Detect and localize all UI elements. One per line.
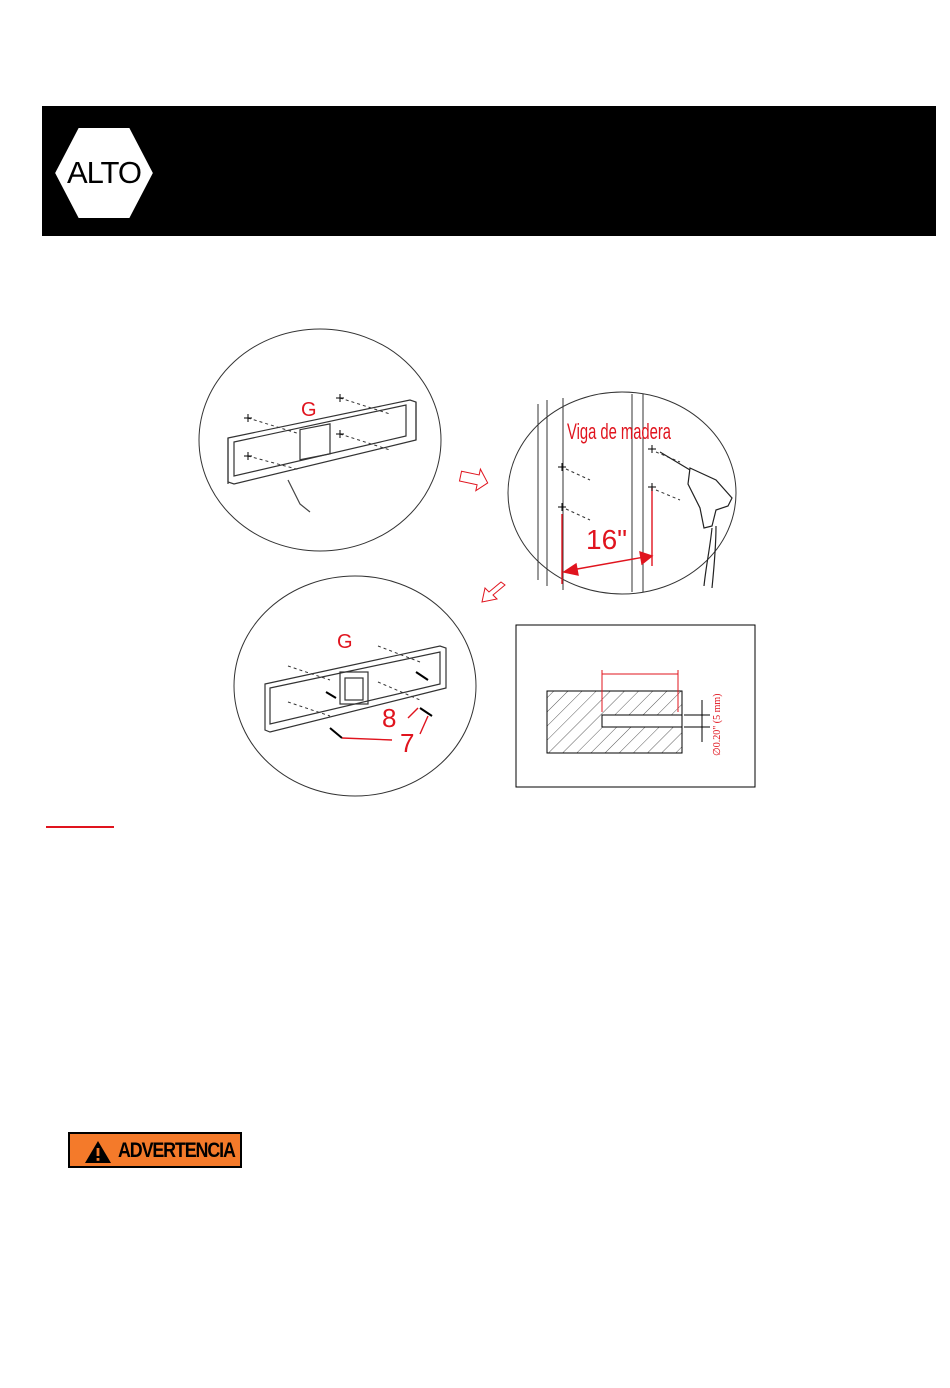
stud-label: Viga de madera (567, 419, 672, 444)
hole-size-label: ∅0.20" (5 mm) (712, 693, 723, 756)
step-circle-screws (234, 576, 476, 796)
arrow-down-left-icon (482, 582, 505, 602)
stop-label: ALTO (66, 155, 142, 190)
part-8-label: 8 (382, 703, 397, 733)
arrow-right-icon (458, 465, 490, 492)
step-circle-bracket (199, 329, 441, 551)
label-g-top: G (301, 399, 317, 421)
drill-icon (660, 452, 732, 588)
red-divider (46, 826, 114, 828)
part-7-label: 7 (400, 728, 415, 758)
warning-label: ADVERTENCIA (118, 1139, 235, 1162)
stud-spacing-label: 16" (586, 524, 628, 555)
warning-badge (68, 1132, 242, 1168)
warning-triangle-icon (84, 1140, 112, 1164)
label-g-bottom: G (337, 631, 353, 653)
